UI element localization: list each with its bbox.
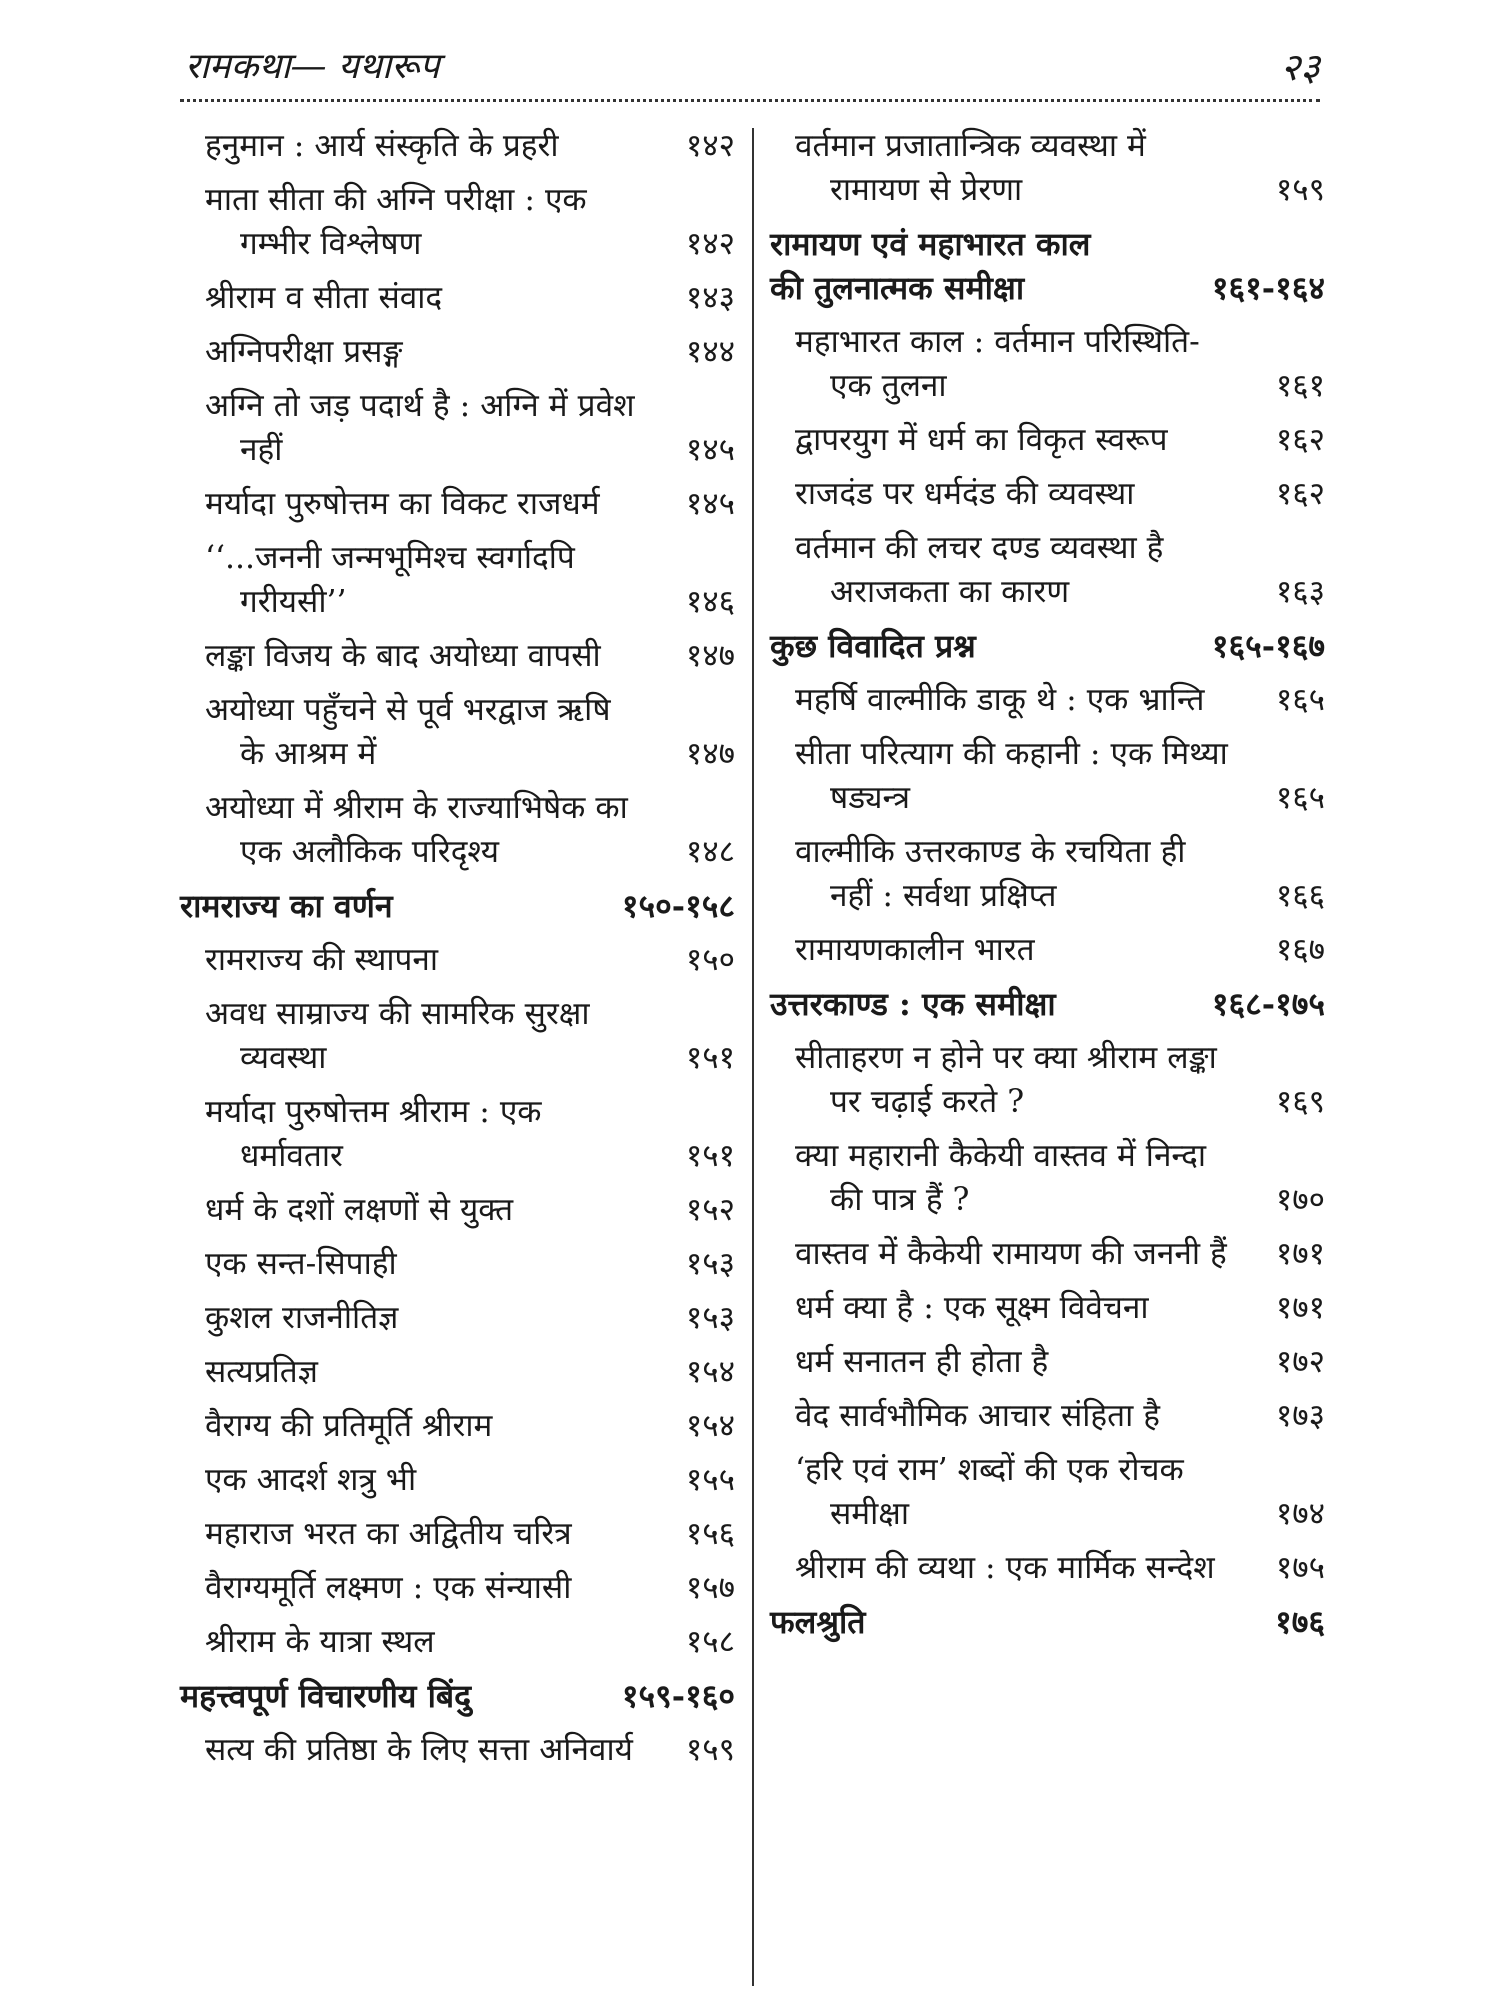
toc-entry-page: १६३ bbox=[1275, 574, 1325, 610]
toc-right-column bbox=[770, 124, 1325, 1994]
toc-entry-page: १६१-१६४ bbox=[1211, 269, 1325, 307]
toc-entry bbox=[180, 482, 735, 526]
toc-entry-title: महाराज भरत का अद्वितीय चरित्र bbox=[205, 1516, 572, 1552]
toc-entry-page: १६५-१६७ bbox=[1211, 627, 1325, 665]
toc-entry bbox=[770, 678, 1325, 722]
toc-entry-title: धर्म सनातन ही होता है bbox=[795, 1344, 1049, 1380]
toc-entry-page: १६६ bbox=[1275, 878, 1325, 914]
toc-entry-page: १४७ bbox=[685, 736, 735, 772]
toc-entry-title: सीताहरण न होने पर क्या श्रीराम लङ्का पर चढ़ाई करते ? bbox=[795, 1040, 1217, 1120]
column-divider bbox=[752, 128, 754, 1986]
toc-entry bbox=[770, 320, 1325, 408]
toc-entry-title: वैराग्य की प्रतिमूर्ति श्रीराम bbox=[205, 1408, 493, 1444]
toc-entry-title: महर्षि वाल्मीकि डाकू थे : एक भ्रान्ति bbox=[795, 682, 1205, 718]
toc-entry bbox=[180, 1728, 735, 1772]
toc-entry-title: ‘‘...जननी जन्मभूमिश्च स्वर्गादपि गरीयसी’’ bbox=[205, 540, 575, 620]
toc-entry-title: श्रीराम के यात्रा स्थल bbox=[205, 1624, 435, 1660]
toc-entry bbox=[770, 830, 1325, 918]
toc-entry-page: १५६ bbox=[685, 1516, 735, 1552]
toc-entry-title: रामराज्य का वर्णन bbox=[180, 887, 393, 925]
toc-entry-page: १६५ bbox=[1275, 682, 1325, 718]
toc-entry bbox=[770, 1340, 1325, 1384]
toc-entry-title: वाल्मीकि उत्तरकाण्ड के रचयिता ही नहीं : सर्वथा प्रक्षिप्त bbox=[795, 834, 1186, 914]
toc-entry bbox=[770, 526, 1325, 614]
toc-entry-title: श्रीराम व सीता संवाद bbox=[205, 280, 443, 316]
toc-entry-title: सत्यप्रतिज्ञ bbox=[205, 1354, 318, 1390]
toc-entry bbox=[180, 124, 735, 168]
toc-entry-title: क्या महारानी कैकेयी वास्तव में निन्दा की पात्र हैं ? bbox=[795, 1138, 1207, 1218]
toc-entry-page: १४८ bbox=[685, 834, 735, 870]
toc-section-heading bbox=[180, 1674, 735, 1718]
toc-section-heading bbox=[180, 884, 735, 928]
toc-entry bbox=[770, 124, 1325, 212]
toc-entry-title: वेद सार्वभौमिक आचार संहिता है bbox=[795, 1398, 1161, 1434]
toc-entry bbox=[770, 1036, 1325, 1124]
toc-entry-page: १७० bbox=[1275, 1182, 1325, 1218]
toc-entry-page: १५४ bbox=[685, 1354, 735, 1390]
toc-entry bbox=[770, 928, 1325, 972]
toc-entry-page: १५९-१६० bbox=[621, 1677, 735, 1715]
toc-entry-title: ‘हरि एवं राम’ शब्दों की एक रोचक समीक्षा bbox=[795, 1452, 1184, 1532]
toc-entry-page: १५९ bbox=[1275, 172, 1325, 208]
toc-entry-page: १७२ bbox=[1275, 1344, 1325, 1380]
toc-entry-page: १५५ bbox=[685, 1462, 735, 1498]
toc-entry bbox=[180, 786, 735, 874]
toc-section-heading bbox=[770, 1600, 1325, 1644]
toc-entry-page: १४४ bbox=[685, 334, 735, 370]
toc-entry-page: १५०-१५८ bbox=[621, 887, 735, 925]
toc-entry-title: अग्नि तो जड़ पदार्थ है : अग्नि में प्रवेश नहीं bbox=[205, 388, 635, 468]
toc-entry-page: १५४ bbox=[685, 1408, 735, 1444]
toc-entry-page: १५७ bbox=[685, 1570, 735, 1606]
toc-entry-title: हनुमान : आर्य संस्कृति के प्रहरी bbox=[205, 128, 559, 164]
toc-entry bbox=[180, 1350, 735, 1394]
toc-entry-title: एक सन्त-सिपाही bbox=[205, 1246, 397, 1282]
toc-entry-page: १४३ bbox=[685, 280, 735, 316]
toc-entry bbox=[180, 536, 735, 624]
toc-entry-title: माता सीता की अग्नि परीक्षा : एक गम्भीर विश्लेषण bbox=[205, 182, 587, 262]
toc-entry-title: उत्तरकाण्ड : एक समीक्षा bbox=[770, 985, 1056, 1023]
toc-entry-page: १४५ bbox=[685, 432, 735, 468]
toc-entry-title: श्रीराम की व्यथा : एक मार्मिक सन्देश bbox=[795, 1550, 1215, 1586]
toc-entry bbox=[180, 688, 735, 776]
toc-entry-page: १६७ bbox=[1275, 932, 1325, 968]
toc-entry-page: १७६ bbox=[1275, 1603, 1325, 1641]
toc-entry-page: १५८ bbox=[685, 1624, 735, 1660]
toc-entry bbox=[180, 634, 735, 678]
toc-entry bbox=[180, 1620, 735, 1664]
toc-entry-page: १६९ bbox=[1275, 1084, 1325, 1120]
toc-entry bbox=[770, 1394, 1325, 1438]
toc-left-column bbox=[180, 124, 735, 1994]
toc-entry bbox=[770, 1134, 1325, 1222]
toc-entry-title: रामायणकालीन भारत bbox=[795, 932, 1035, 968]
toc-entry bbox=[770, 472, 1325, 516]
header-rule bbox=[180, 96, 1320, 102]
toc-entry-page: १५३ bbox=[685, 1246, 735, 1282]
toc-entry-page: १४२ bbox=[685, 128, 735, 164]
toc-entry-title: अग्निपरीक्षा प्रसङ्ग bbox=[205, 334, 403, 370]
toc-entry bbox=[770, 732, 1325, 820]
toc-entry-title: रामराज्य की स्थापना bbox=[205, 942, 439, 978]
toc-entry-page: १६८-१७५ bbox=[1211, 985, 1325, 1023]
toc-entry bbox=[180, 1404, 735, 1448]
toc-entry bbox=[180, 1188, 735, 1232]
toc-entry-title: महत्त्वपूर्ण विचारणीय बिंदु bbox=[180, 1677, 472, 1715]
toc-entry-title: अयोध्या पहुँचने से पूर्व भरद्वाज ऋषि के आश्रम में bbox=[205, 692, 611, 772]
toc-entry bbox=[180, 1458, 735, 1502]
toc-entry bbox=[770, 418, 1325, 462]
toc-entry-page: १५१ bbox=[685, 1138, 735, 1174]
toc-entry bbox=[180, 992, 735, 1080]
toc-entry bbox=[180, 178, 735, 266]
toc-entry-title: मर्यादा पुरुषोत्तम श्रीराम : एक धर्मावतार bbox=[205, 1094, 542, 1174]
toc-entry-title: वर्तमान की लचर दण्ड व्यवस्था है अराजकता का कारण bbox=[795, 530, 1164, 610]
page-number: २३ bbox=[1280, 45, 1320, 89]
toc-entry-page: १४५ bbox=[685, 486, 735, 522]
toc-entry-page: १४६ bbox=[685, 584, 735, 620]
toc-entry-page: १६२ bbox=[1275, 422, 1325, 458]
toc-entry-title: सीता परित्याग की कहानी : एक मिथ्या षड्यन्त्र bbox=[795, 736, 1228, 816]
toc-entry-page: १५२ bbox=[685, 1192, 735, 1228]
toc-entry-title: धर्म के दशों लक्षणों से युक्त bbox=[205, 1192, 514, 1228]
toc-entry-page: १६५ bbox=[1275, 780, 1325, 816]
toc-entry bbox=[180, 1090, 735, 1178]
toc-entry-title: लङ्का विजय के बाद अयोध्या वापसी bbox=[205, 638, 601, 674]
toc-entry-title: रामायण एवं महाभारत काल की तुलनात्मक समीक्षा bbox=[770, 225, 1091, 307]
toc-entry bbox=[180, 330, 735, 374]
toc-entry-page: १५९ bbox=[685, 1732, 735, 1768]
toc-entry-page: १७३ bbox=[1275, 1398, 1325, 1434]
toc-entry-page: १६१ bbox=[1275, 368, 1325, 404]
toc-entry-title: कुछ विवादित प्रश्न bbox=[770, 627, 976, 665]
toc-entry bbox=[180, 1566, 735, 1610]
toc-entry bbox=[770, 1546, 1325, 1590]
toc-entry-page: १७१ bbox=[1275, 1236, 1325, 1272]
toc-entry-page: १५३ bbox=[685, 1300, 735, 1336]
toc-entry-title: वर्तमान प्रजातान्त्रिक व्यवस्था में रामायण से प्रेरणा bbox=[795, 128, 1146, 208]
toc-entry-title: कुशल राजनीतिज्ञ bbox=[205, 1300, 399, 1336]
toc-entry-page: १६२ bbox=[1275, 476, 1325, 512]
toc-section-heading bbox=[770, 624, 1325, 668]
toc-entry-title: मर्यादा पुरुषोत्तम का विकट राजधर्म bbox=[205, 486, 600, 522]
toc-entry-title: अवध साम्राज्य की सामरिक सुरक्षा व्यवस्था bbox=[205, 996, 590, 1076]
toc-section-heading bbox=[770, 222, 1325, 310]
running-title: रामकथा— यथारूप bbox=[185, 46, 440, 87]
toc-entry-page: १७४ bbox=[1275, 1496, 1325, 1532]
toc-entry-title: द्वापरयुग में धर्म का विकृत स्वरूप bbox=[795, 422, 1168, 458]
toc-entry-title: धर्म क्या है : एक सूक्ष्म विवेचना bbox=[795, 1290, 1149, 1326]
toc-entry-title: सत्य की प्रतिष्ठा के लिए सत्ता अनिवार्य bbox=[205, 1732, 633, 1768]
toc-entry-title: वैराग्यमूर्ति लक्ष्मण : एक संन्यासी bbox=[205, 1570, 572, 1606]
toc-entry-title: वास्तव में कैकेयी रामायण की जननी हैं bbox=[795, 1236, 1227, 1272]
toc-entry-title: एक आदर्श शत्रु भी bbox=[205, 1462, 417, 1498]
toc-entry bbox=[180, 384, 735, 472]
toc-section-heading bbox=[770, 982, 1325, 1026]
toc-entry bbox=[770, 1232, 1325, 1276]
toc-entry-title: अयोध्या में श्रीराम के राज्याभिषेक का एक अलौकिक परिदृश्य bbox=[205, 790, 628, 870]
toc-entry bbox=[770, 1448, 1325, 1536]
toc-entry-page: १४७ bbox=[685, 638, 735, 674]
toc-entry-page: १५० bbox=[685, 942, 735, 978]
toc-entry-page: १७१ bbox=[1275, 1290, 1325, 1326]
toc-entry-page: १५१ bbox=[685, 1040, 735, 1076]
toc-entry-title: फलश्रुति bbox=[770, 1603, 866, 1641]
toc-entry bbox=[770, 1286, 1325, 1330]
toc-entry-title: महाभारत काल : वर्तमान परिस्थिति-एक तुलना bbox=[795, 324, 1200, 404]
toc-entry bbox=[180, 938, 735, 982]
toc-entry bbox=[180, 1296, 735, 1340]
toc-entry-page: १७५ bbox=[1275, 1550, 1325, 1586]
toc-entry bbox=[180, 1512, 735, 1556]
toc-entry bbox=[180, 1242, 735, 1286]
toc-entry-page: १४२ bbox=[685, 226, 735, 262]
toc-entry-title: राजदंड पर धर्मदंड की व्यवस्था bbox=[795, 476, 1135, 512]
toc-entry bbox=[180, 276, 735, 320]
